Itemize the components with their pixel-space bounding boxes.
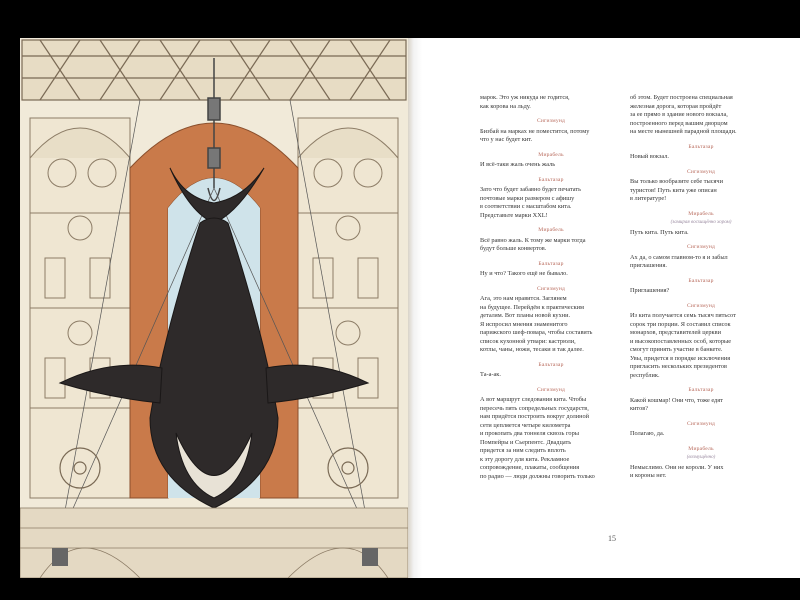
dialogue-line: Какой кошмар! Они что, тоже едят <box>630 396 723 404</box>
dialogue-line: Зато что будет забавно будет печатать <box>480 186 582 193</box>
dialogue-line: Всё равно жаль. К тому же марки тогда <box>480 236 586 244</box>
dialogue-line: монархов, представителей церкви <box>630 329 721 336</box>
dialogue-line: сопровождение, плакаты, сообщения <box>480 464 580 471</box>
dialogue-line: Увы, придется в порядке исключения <box>630 354 731 362</box>
text-page <box>422 38 800 578</box>
dialogue-line: Вы только вообразите себе тысячи <box>630 178 723 185</box>
dialogue-line: республик. <box>630 371 660 379</box>
speaker-name: Сигизмунд <box>536 118 566 124</box>
dialogue-line: в литературе! <box>630 195 667 202</box>
speaker-name: Бальтазар <box>688 277 714 284</box>
dialogue-line: придется за ним следить вплоть <box>480 447 566 454</box>
dialogue-line: в соответствии с масштабом кита. <box>480 203 572 210</box>
right-tower <box>298 118 398 498</box>
speaker-name: Бальтазар <box>538 361 564 368</box>
speaker-name: Сигизмунд <box>686 302 716 309</box>
speaker-name: Сигизмунд <box>536 386 566 393</box>
whale-illustration <box>20 38 408 578</box>
dialogue-line: сорок три порции. Я составил список <box>630 320 731 328</box>
dialogue-line: марок. Это уж никуда не годится, <box>480 94 570 101</box>
dialogue-line: Путь кита. Путь кита. <box>630 228 689 236</box>
speaker-name: Мирабель <box>688 210 714 217</box>
dialogue-line: Ах да, о самом главном-то я и забыл <box>630 253 728 261</box>
page-number: 15 <box>608 534 616 543</box>
counterweight-left <box>52 548 68 566</box>
dialogue-line: Та-а-ак. <box>480 371 501 378</box>
stage-direction: (замирая восхищённо хором) <box>670 220 732 225</box>
dialogue-line: Ага, это нам нравится. Заглянем <box>480 295 567 302</box>
dialogue-line: к эту дорогу для кита. Рекламное <box>480 455 570 463</box>
dialogue-line: приглашения. <box>630 262 667 269</box>
dialogue-line: список кухонной утвари: кастрюли, <box>480 337 576 345</box>
speaker-name: Сигизмунд <box>686 168 716 175</box>
dialogue-line: почтовые марки размером с афишу <box>480 194 575 202</box>
dialogue-line: деталям. Вот планы новой кухни. <box>480 312 571 319</box>
dialogue-line: и высокопоставленных особ, которые <box>630 337 731 345</box>
dialogue-line: Новый вокзал. <box>630 153 669 160</box>
book-gutter <box>408 38 422 578</box>
speaker-name: Мирабель <box>688 445 714 452</box>
dialogue-line: на месте нынешней парадной площади. <box>630 128 737 135</box>
speaker-name: Сигизмунд <box>686 420 716 427</box>
dialogue-line: смогут принять участие в банкете. <box>630 346 723 353</box>
dialogue-line: Ну и что? Такого ещё не бывало. <box>480 270 568 277</box>
illustration-page <box>20 38 408 578</box>
speaker-name: Мирабель <box>538 227 564 233</box>
dialogue-line: сети цепляется четыре километра <box>480 421 571 429</box>
text-column-right <box>630 94 772 481</box>
speaker-name: Бальтазар <box>688 387 714 393</box>
dialogue-line: Немыслимо. Они не короли. У них <box>630 463 724 471</box>
dialogue-line: Приглашения? <box>630 287 670 294</box>
dialogue-line: И всё-таки жаль очень жаль <box>480 161 556 168</box>
dialogue-line: Бизбай на марках не поместится, потому <box>480 127 590 135</box>
speaker-name: Мирабель <box>538 151 564 158</box>
dialogue-line: железная дорога, которая пройдёт <box>630 102 722 110</box>
dialogue-line: как корова на льду. <box>480 102 531 110</box>
dialogue-line: Помпейры и Сьерпентс. Двадцать <box>480 438 572 446</box>
dialogue-line: построенного перед вашим дворцом <box>630 119 728 127</box>
speaker-name: Сигизмунд <box>686 244 716 250</box>
dialogue-line: по радио — люди должны говорить только <box>480 472 595 480</box>
dialogue-line: нам придётся построить вокруг долиной <box>480 413 590 420</box>
dialogue-line: котлы, чаны, ножи, тесаки и так далее. <box>480 346 584 353</box>
dialogue-line: китов? <box>630 405 649 412</box>
dialogue-line: об этом. Будет построена специальная <box>630 94 733 101</box>
dialogue-line: за ее прямо в здание нового вокзала, <box>630 111 728 118</box>
speaker-name: Бальтазар <box>688 143 714 150</box>
dialogue-line: Из кита получается семь тысяч пятьсот <box>630 312 736 319</box>
book-spread <box>20 38 782 578</box>
dialogue-line: парижского шеф-повара, чтобы составить <box>480 329 593 336</box>
dialogue-line: туристов! Путь кита уже описан <box>630 186 717 194</box>
speaker-name: Бальтазар <box>538 176 564 183</box>
stage-direction: (возмущённо) <box>686 455 716 460</box>
dialogue-line: будут больше конвертов. <box>480 245 547 252</box>
dialogue-line: на будущее. Перейдём к практическим <box>480 303 584 311</box>
dialogue-line: Представьте марки XXL! <box>480 211 548 219</box>
dialogue-line: А вот маршрут следования кита. Чтобы <box>480 396 587 403</box>
dialogue-line: и короны нет. <box>630 472 667 479</box>
speaker-name: Сигизмунд <box>536 285 566 292</box>
speaker-name: Бальтазар <box>538 260 564 267</box>
counterweight-right <box>362 548 378 566</box>
text-column-left <box>480 94 622 481</box>
dialogue-line: пригласить нескольких президентов <box>630 363 727 370</box>
dialogue-line: пересечь пять сопредельных государств, <box>480 404 589 412</box>
dialogue-line: что у нас будет кит. <box>480 136 533 143</box>
stone-base <box>20 508 408 578</box>
left-tower <box>30 118 130 498</box>
dialogue-line: Полагаю, да. <box>630 430 665 437</box>
dialogue-line: и прокопать два тоннеля сквозь горы <box>480 430 579 437</box>
dialogue-line: Я испросил мнения знаменитого <box>480 320 568 328</box>
